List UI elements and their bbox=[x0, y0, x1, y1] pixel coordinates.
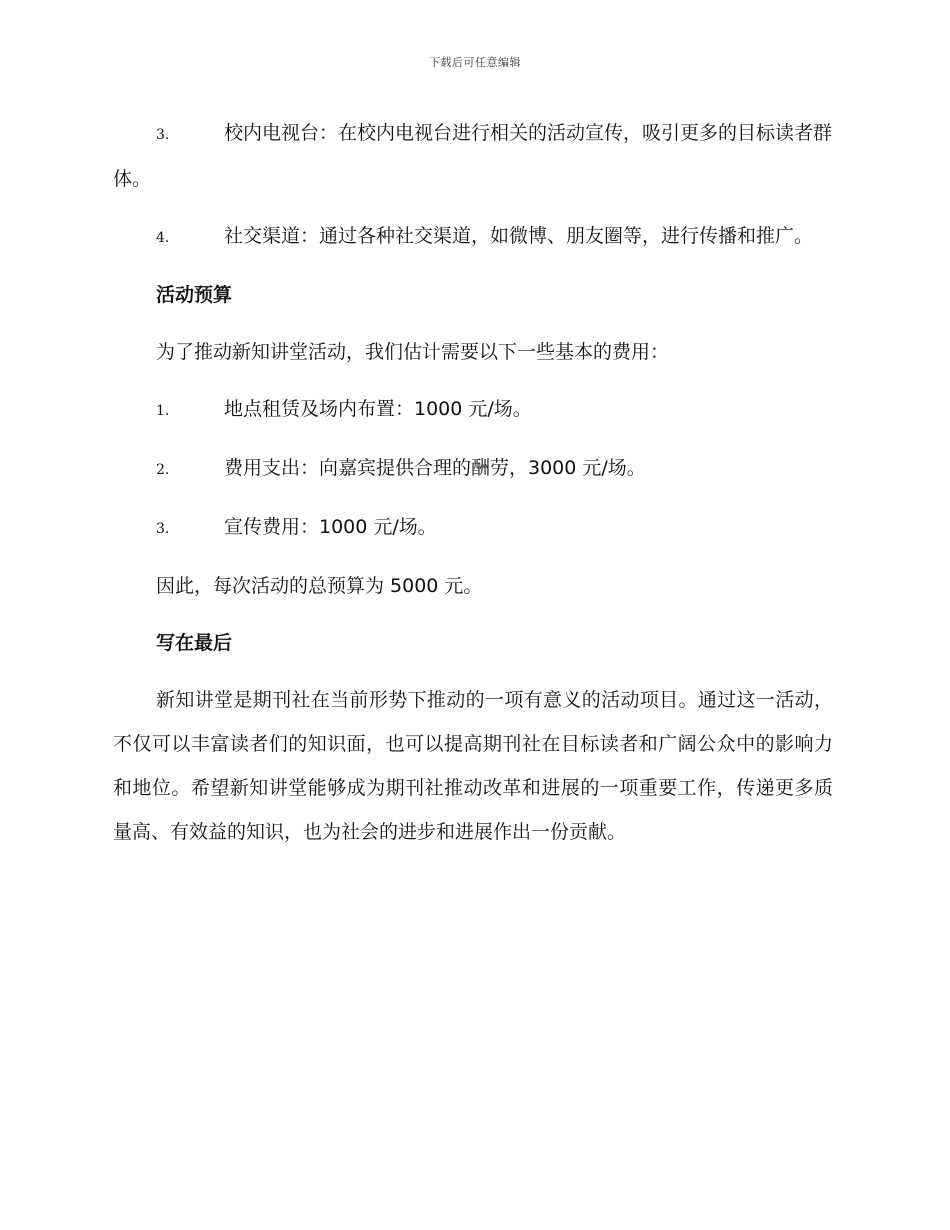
budget-item bbox=[113, 387, 833, 433]
list-item-text: 社交渠道：通过各种社交渠道，如微博、朋友圈等，进行传播和推广。 bbox=[224, 225, 814, 247]
list-number: 4. bbox=[156, 230, 170, 246]
page-header: 下载后可任意编辑 bbox=[429, 56, 521, 69]
list-number: 3. bbox=[156, 127, 170, 143]
closing-paragraph: 新知讲堂是期刊社在当前形势下推动的一项有意义的活动项目。通过这一活动，不仅可以丰富读者们的知识面，也可以提高期刊社在目标读者和广阔公众中的影响力和地位。希望新知讲堂能够成为期刊社推动改革和进展的一项重要工作，传递更多质量高、有效益的知识，也为社会的进步和进展作出一份贡献。 bbox=[113, 689, 833, 843]
document-body bbox=[113, 111, 833, 867]
budget-item bbox=[113, 505, 833, 551]
list-item-text: 校内电视台：在校内电视台进行相关的活动宣传，吸引更多的目标读者群体。 bbox=[113, 122, 833, 190]
budget-item bbox=[113, 446, 833, 492]
budget-total: 因此，每次活动的总预算为 5000 元。 bbox=[156, 575, 483, 597]
list-item-text: 费用支出：向嘉宾提供合理的酬劳，3000 元/场。 bbox=[224, 457, 646, 479]
section-heading-closing: 写在最后 bbox=[156, 632, 233, 654]
promotion-item bbox=[113, 214, 833, 260]
list-number: 1. bbox=[156, 403, 170, 419]
section-heading-budget: 活动预算 bbox=[156, 284, 233, 306]
list-number: 3. bbox=[156, 521, 170, 537]
budget-intro: 为了推动新知讲堂活动，我们估计需要以下一些基本的费用： bbox=[156, 341, 670, 363]
list-item-text: 宣传费用：1000 元/场。 bbox=[224, 516, 437, 538]
list-number: 2. bbox=[156, 462, 170, 478]
list-item-text: 地点租赁及场内布置：1000 元/场。 bbox=[224, 398, 532, 420]
promotion-item bbox=[113, 111, 833, 201]
